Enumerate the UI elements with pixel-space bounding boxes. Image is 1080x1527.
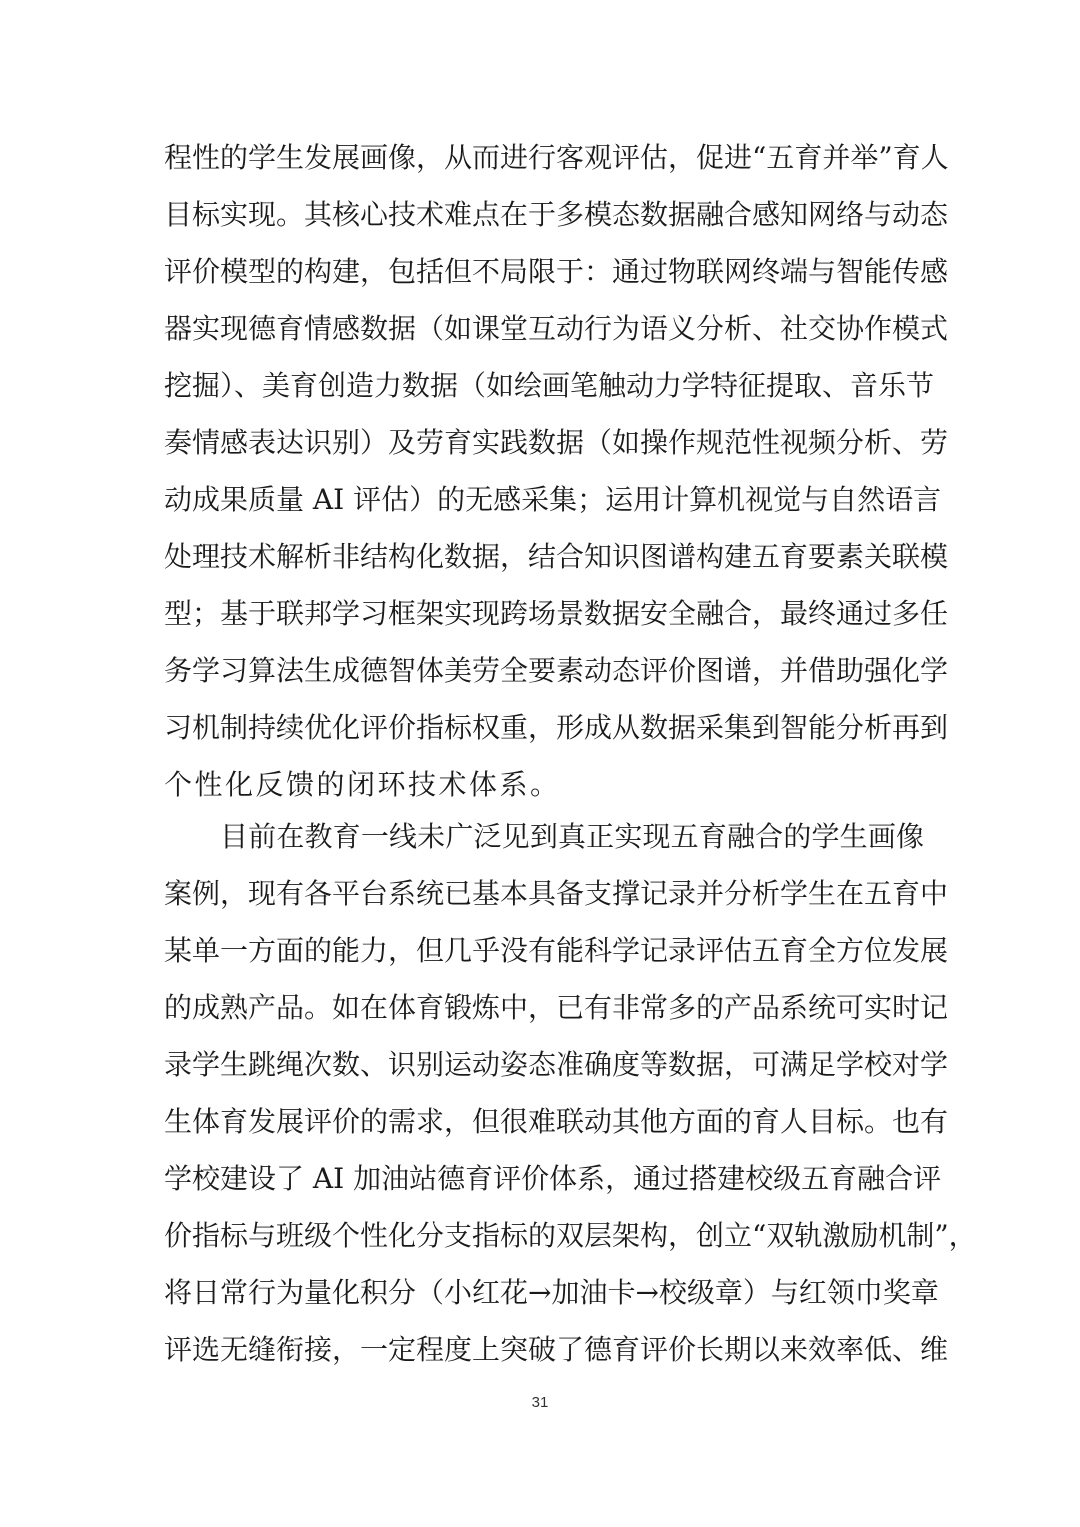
paragraph-line: 学校建设了 AI 加油站德育评价体系，通过搭建校级五育融合评 xyxy=(164,1162,942,1195)
paragraph-line: 动成果质量 AI 评估）的无感采集；运用计算机视觉与自然语言 xyxy=(164,483,942,516)
paragraph-line: 挖掘）、美育创造力数据（如绘画笔触动力学特征提取、音乐节 xyxy=(164,369,935,402)
paragraph-line: 案例，现有各平台系统已基本具备支撑记录并分析学生在五育中 xyxy=(164,877,949,910)
paragraph-line: 目标实现。其核心技术难点在于多模态数据融合感知网络与动态 xyxy=(164,198,949,231)
paragraph-line: 评价模型的构建，包括但不局限于：通过物联网终端与智能传感 xyxy=(164,255,949,288)
paragraph-line: 奏情感表达识别）及劳育实践数据（如操作规范性视频分析、劳 xyxy=(164,426,949,459)
page-number: 31 xyxy=(531,1394,549,1411)
paragraph-line: 程性的学生发展画像，从而进行客观评估，促进“五育并举”育人 xyxy=(164,141,949,174)
paragraph-line: 评选无缝衔接，一定程度上突破了德育评价长期以来效率低、维 xyxy=(164,1333,949,1366)
paragraph-line: 录学生跳绳次数、识别运动姿态准确度等数据，可满足学校对学 xyxy=(164,1048,949,1081)
paragraph-line: 习机制持续优化评价指标权重，形成从数据采集到智能分析再到 xyxy=(164,711,949,744)
paragraph-line: 的成熟产品。如在体育锻炼中，已有非常多的产品系统可实时记 xyxy=(164,991,949,1024)
paragraph-line: 价指标与班级个性化分支指标的双层架构，创立“双轨激励机制”， xyxy=(164,1219,977,1252)
paragraph-line-last: 个性化反馈的闭环技术体系。 xyxy=(164,768,561,801)
paragraph-2 xyxy=(164,808,977,1378)
paragraph-line: 型；基于联邦学习框架实现跨场景数据安全融合，最终通过多任 xyxy=(164,597,949,630)
paragraph-line: 生体育发展评价的需求，但很难联动其他方面的育人目标。也有 xyxy=(164,1105,949,1138)
paragraph-line: 某单一方面的能力，但几乎没有能科学记录评估五育全方位发展 xyxy=(164,934,949,967)
paragraph-1 xyxy=(164,129,949,813)
paragraph-line: 处理技术解析非结构化数据，结合知识图谱构建五育要素关联模 xyxy=(164,540,949,573)
paragraph-line-first: 目前在教育一线未广泛见到真正实现五育融合的学生画像 xyxy=(220,820,924,853)
paragraph-line: 器实现德育情感数据（如课堂互动行为语义分析、社交协作模式 xyxy=(164,312,949,345)
paragraph-line: 将日常行为量化积分（小红花→加油卡→校级章）与红领巾奖章 xyxy=(164,1276,939,1309)
paragraph-line: 务学习算法生成德智体美劳全要素动态评价图谱，并借助强化学 xyxy=(164,654,949,687)
